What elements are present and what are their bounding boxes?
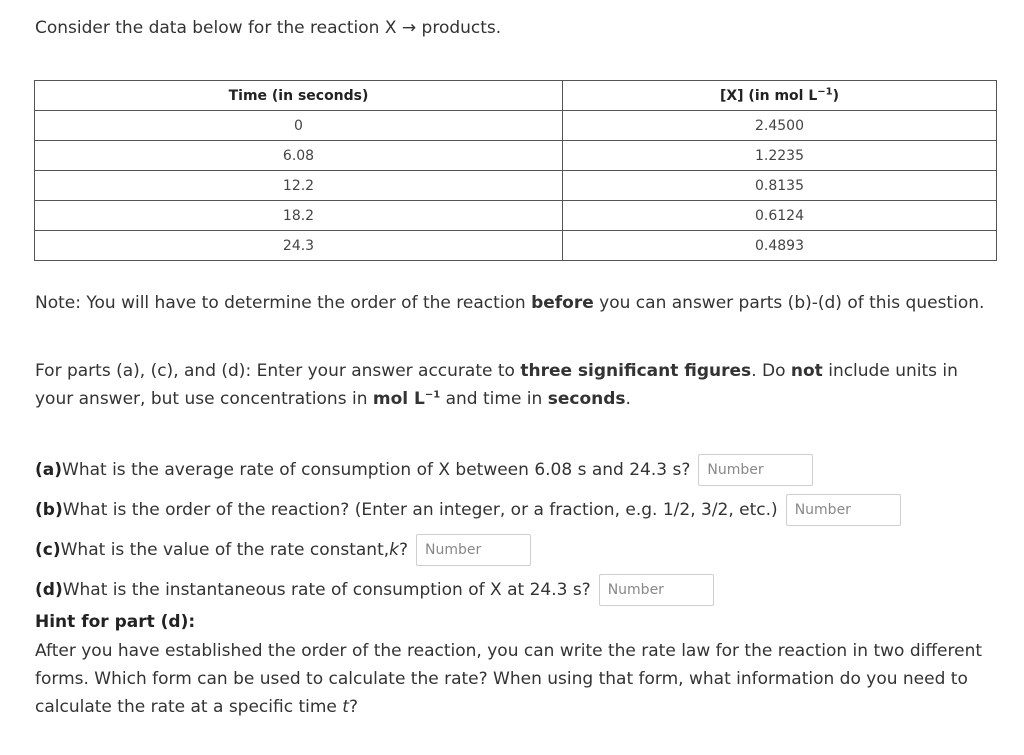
note-after: you can answer parts (b)-(d) of this question. [593, 293, 985, 313]
question-d-text: What is the instantaneous rate of consumption of X at 24.3 s? [62, 580, 591, 600]
question-d-label: (d) [35, 580, 63, 600]
sigfig-bold-3 [373, 389, 440, 409]
sigfig-bold-2: not [790, 361, 823, 381]
concentration-cell: 0.4893 [563, 231, 997, 261]
answer-d-input[interactable] [599, 574, 714, 606]
hint-title: Hint for part (d): [35, 612, 196, 632]
time-symbol: t [342, 697, 349, 717]
table-row [35, 141, 997, 171]
note-bold: before [531, 293, 594, 313]
question-a [35, 454, 813, 486]
question-a-label: (a) [35, 460, 63, 480]
sigfig-text-1: For parts (a), (c), and (d): Enter your answer accurate to [35, 361, 521, 381]
question-c [35, 534, 531, 566]
table-row [35, 171, 997, 201]
concentration-cell: 0.8135 [563, 171, 997, 201]
answer-b-input[interactable] [786, 494, 901, 526]
table-header-row [35, 81, 997, 111]
header-conc-prefix: [X] (in mol L [719, 87, 818, 104]
question-c-text: What is the value of the rate constant, [60, 540, 390, 560]
question-b-label: (b) [35, 500, 63, 520]
concentration-cell: 2.4500 [563, 111, 997, 141]
rate-constant-symbol: k [389, 540, 400, 560]
answer-c-input[interactable] [416, 534, 531, 566]
question-d [35, 574, 714, 606]
time-cell: 0 [35, 111, 563, 141]
table-row [35, 201, 997, 231]
question-b-text: What is the order of the reaction? (Enter an integer, or a fraction, e.g. 1/2, 3/2, etc.) [62, 500, 778, 520]
sigfig-text-2: . Do [751, 361, 791, 381]
intro-after: products. [416, 18, 502, 38]
question-c-end: ? [399, 540, 409, 560]
sigfig-text-4: and time in [440, 389, 548, 409]
sig-fig-instructions [35, 357, 995, 413]
question-a-text: What is the average rate of consumption of X between 6.08 s and 24.3 s? [62, 460, 691, 480]
time-cell: 18.2 [35, 201, 563, 231]
intro-text [35, 16, 501, 40]
table-row [35, 111, 997, 141]
concentration-cell: 0.6124 [563, 201, 997, 231]
time-cell: 6.08 [35, 141, 563, 171]
sigfig-unit: mol L [372, 389, 425, 409]
question-c-label: (c) [35, 540, 61, 560]
intro-before: Consider the data below for the reaction X [35, 18, 402, 38]
sigfig-text-3: include units in your answer, but use concentrations in [35, 361, 958, 409]
order-note [35, 291, 984, 315]
hint-end: ? [348, 697, 358, 717]
time-cell: 12.2 [35, 171, 563, 201]
question-b [35, 494, 901, 526]
sigfig-unit-exponent: −1 [424, 389, 441, 401]
table-row [35, 231, 997, 261]
hint-text: After you have established the order of the reaction, you can write the rate law for the reaction in two different forms. Which form can be used to calculate the rate? When using that form, what information do you need to calculate the rate at a specific time [35, 641, 983, 717]
sigfig-bold-1: three significant figures [520, 361, 752, 381]
header-concentration [563, 81, 997, 111]
reaction-arrow: → [401, 18, 417, 38]
header-conc-exponent: −1 [817, 85, 833, 97]
kinetics-data-table [34, 80, 997, 261]
answer-a-input[interactable] [698, 454, 813, 486]
hint-body [35, 637, 1000, 721]
concentration-cell: 1.2235 [563, 141, 997, 171]
header-conc-suffix: ) [832, 87, 840, 104]
note-before: Note: You will have to determine the order of the reaction [35, 293, 532, 313]
sigfig-text-5: . [625, 389, 631, 409]
time-cell: 24.3 [35, 231, 563, 261]
sigfig-bold-4: seconds [547, 389, 626, 409]
header-time: Time (in seconds) [35, 81, 563, 111]
